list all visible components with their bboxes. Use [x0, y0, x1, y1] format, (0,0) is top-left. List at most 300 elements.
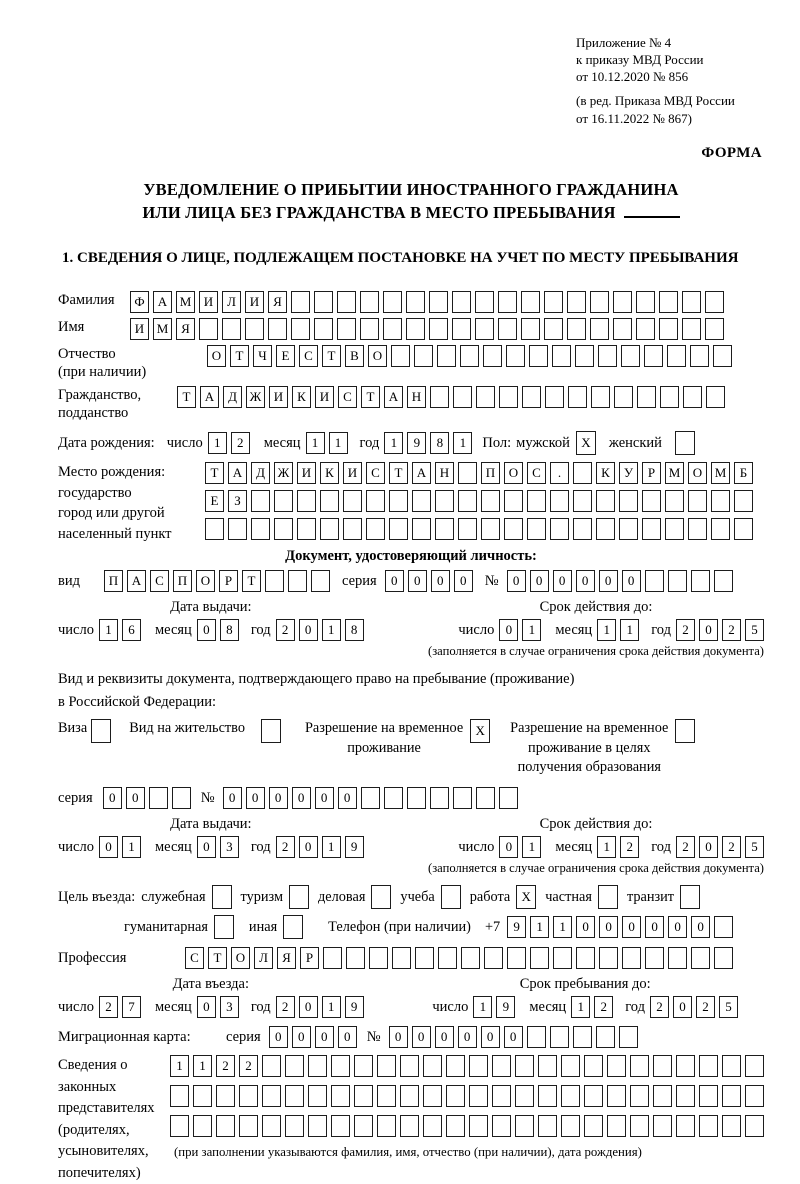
char-cell[interactable] [475, 318, 494, 340]
char-cell[interactable] [527, 518, 546, 540]
char-cell[interactable] [642, 518, 661, 540]
birthplace-row1-cells[interactable] [205, 462, 753, 484]
residence-issue-year-cells[interactable] [276, 836, 364, 858]
char-cell[interactable] [205, 518, 224, 540]
char-cell[interactable] [622, 947, 641, 969]
char-cell[interactable] [268, 318, 287, 340]
char-cell[interactable] [714, 916, 733, 938]
char-cell[interactable]: Ф [130, 291, 149, 313]
char-cell[interactable]: 1 [322, 836, 341, 858]
char-cell[interactable] [429, 291, 448, 313]
residence-issue-month-cells[interactable] [197, 836, 239, 858]
char-cell[interactable] [567, 318, 586, 340]
char-cell[interactable] [193, 1115, 212, 1137]
char-cell[interactable] [331, 1055, 350, 1077]
representatives-row3-cells[interactable] [170, 1115, 764, 1137]
char-cell[interactable]: М [176, 291, 195, 313]
char-cell[interactable] [722, 1055, 741, 1077]
birthdate-year-cells[interactable] [384, 432, 472, 454]
char-cell[interactable]: 6 [122, 619, 141, 641]
char-cell[interactable]: Р [642, 462, 661, 484]
char-cell[interactable] [613, 291, 632, 313]
char-cell[interactable] [193, 1085, 212, 1107]
char-cell[interactable] [438, 947, 457, 969]
char-cell[interactable] [653, 1055, 672, 1077]
char-cell[interactable]: 2 [231, 432, 250, 454]
char-cell[interactable] [377, 1055, 396, 1077]
char-cell[interactable] [584, 1085, 603, 1107]
char-cell[interactable] [668, 570, 687, 592]
char-cell[interactable] [630, 1085, 649, 1107]
char-cell[interactable]: В [345, 345, 364, 367]
char-cell[interactable]: 3 [220, 836, 239, 858]
char-cell[interactable] [545, 386, 564, 408]
char-cell[interactable] [561, 1085, 580, 1107]
char-cell[interactable] [308, 1115, 327, 1137]
char-cell[interactable]: 1 [99, 619, 118, 641]
char-cell[interactable] [274, 490, 293, 512]
char-cell[interactable] [354, 1085, 373, 1107]
char-cell[interactable]: 0 [622, 916, 641, 938]
char-cell[interactable] [453, 386, 472, 408]
char-cell[interactable] [354, 1055, 373, 1077]
char-cell[interactable]: 2 [722, 836, 741, 858]
char-cell[interactable] [458, 462, 477, 484]
char-cell[interactable]: И [245, 291, 264, 313]
char-cell[interactable]: 0 [435, 1026, 454, 1048]
char-cell[interactable]: П [173, 570, 192, 592]
char-cell[interactable]: 1 [208, 432, 227, 454]
char-cell[interactable]: 0 [691, 916, 710, 938]
char-cell[interactable] [561, 1055, 580, 1077]
char-cell[interactable] [481, 490, 500, 512]
char-cell[interactable]: Б [734, 462, 753, 484]
char-cell[interactable] [446, 1055, 465, 1077]
char-cell[interactable]: Т [205, 462, 224, 484]
char-cell[interactable]: 0 [431, 570, 450, 592]
char-cell[interactable] [262, 1085, 281, 1107]
char-cell[interactable]: 0 [389, 1026, 408, 1048]
char-cell[interactable] [308, 1085, 327, 1107]
char-cell[interactable] [591, 386, 610, 408]
purpose-official-checkbox[interactable] [212, 885, 232, 909]
char-cell[interactable] [598, 345, 617, 367]
char-cell[interactable] [437, 345, 456, 367]
purpose-study-checkbox[interactable] [441, 885, 461, 909]
char-cell[interactable] [346, 947, 365, 969]
char-cell[interactable]: 0 [385, 570, 404, 592]
char-cell[interactable] [430, 787, 449, 809]
sex-female-checkbox[interactable] [675, 431, 695, 455]
char-cell[interactable]: Я [268, 291, 287, 313]
char-cell[interactable] [576, 947, 595, 969]
representatives-row2-cells[interactable] [170, 1085, 764, 1107]
char-cell[interactable] [653, 1085, 672, 1107]
char-cell[interactable] [745, 1055, 764, 1077]
char-cell[interactable] [645, 947, 664, 969]
char-cell[interactable] [406, 291, 425, 313]
char-cell[interactable] [714, 570, 733, 592]
char-cell[interactable]: А [200, 386, 219, 408]
char-cell[interactable] [288, 570, 307, 592]
char-cell[interactable] [481, 518, 500, 540]
char-cell[interactable]: 1 [329, 432, 348, 454]
patronymic-cells[interactable] [207, 345, 732, 367]
char-cell[interactable] [668, 947, 687, 969]
char-cell[interactable] [499, 386, 518, 408]
stay-year-cells[interactable] [650, 996, 738, 1018]
char-cell[interactable]: 9 [496, 996, 515, 1018]
char-cell[interactable] [665, 490, 684, 512]
char-cell[interactable]: 2 [696, 996, 715, 1018]
char-cell[interactable] [170, 1115, 189, 1137]
char-cell[interactable] [492, 1115, 511, 1137]
char-cell[interactable] [653, 1115, 672, 1137]
char-cell[interactable] [239, 1115, 258, 1137]
char-cell[interactable]: 5 [745, 619, 764, 641]
char-cell[interactable]: 0 [126, 787, 145, 809]
char-cell[interactable]: 0 [454, 570, 473, 592]
char-cell[interactable]: 2 [676, 836, 695, 858]
char-cell[interactable]: 0 [103, 787, 122, 809]
char-cell[interactable] [711, 518, 730, 540]
char-cell[interactable]: 0 [99, 836, 118, 858]
char-cell[interactable] [699, 1085, 718, 1107]
char-cell[interactable] [596, 1026, 615, 1048]
char-cell[interactable] [469, 1115, 488, 1137]
char-cell[interactable]: Р [219, 570, 238, 592]
char-cell[interactable] [515, 1115, 534, 1137]
char-cell[interactable] [460, 345, 479, 367]
char-cell[interactable] [745, 1085, 764, 1107]
char-cell[interactable]: 0 [246, 787, 265, 809]
char-cell[interactable]: 0 [599, 916, 618, 938]
char-cell[interactable] [239, 1085, 258, 1107]
char-cell[interactable]: И [130, 318, 149, 340]
char-cell[interactable]: 2 [276, 619, 295, 641]
char-cell[interactable]: 0 [673, 996, 692, 1018]
char-cell[interactable]: И [199, 291, 218, 313]
birthplace-row3-cells[interactable] [205, 518, 753, 540]
char-cell[interactable] [366, 490, 385, 512]
char-cell[interactable] [688, 518, 707, 540]
char-cell[interactable]: О [368, 345, 387, 367]
char-cell[interactable]: 1 [122, 836, 141, 858]
char-cell[interactable]: 1 [597, 619, 616, 641]
birthdate-day-cells[interactable] [208, 432, 250, 454]
char-cell[interactable]: О [196, 570, 215, 592]
char-cell[interactable] [552, 345, 571, 367]
char-cell[interactable]: 0 [576, 570, 595, 592]
char-cell[interactable] [722, 1115, 741, 1137]
char-cell[interactable]: П [104, 570, 123, 592]
char-cell[interactable] [596, 490, 615, 512]
sex-male-checkbox[interactable]: X [576, 431, 596, 455]
char-cell[interactable] [285, 1115, 304, 1137]
char-cell[interactable]: 2 [276, 836, 295, 858]
char-cell[interactable] [435, 490, 454, 512]
edu-permit-checkbox[interactable] [675, 719, 695, 743]
char-cell[interactable] [573, 462, 592, 484]
char-cell[interactable]: П [481, 462, 500, 484]
char-cell[interactable] [550, 490, 569, 512]
char-cell[interactable] [507, 947, 526, 969]
char-cell[interactable] [527, 490, 546, 512]
char-cell[interactable] [458, 490, 477, 512]
char-cell[interactable] [699, 1055, 718, 1077]
char-cell[interactable]: 1 [553, 916, 572, 938]
char-cell[interactable] [713, 345, 732, 367]
char-cell[interactable] [400, 1055, 419, 1077]
entry-day-cells[interactable] [99, 996, 141, 1018]
char-cell[interactable]: 0 [338, 787, 357, 809]
residence-series-cells[interactable] [103, 787, 191, 809]
char-cell[interactable]: 1 [522, 619, 541, 641]
char-cell[interactable] [311, 570, 330, 592]
char-cell[interactable] [659, 318, 678, 340]
char-cell[interactable]: И [297, 462, 316, 484]
char-cell[interactable] [553, 947, 572, 969]
char-cell[interactable] [659, 291, 678, 313]
char-cell[interactable]: О [207, 345, 226, 367]
char-cell[interactable]: 9 [345, 996, 364, 1018]
char-cell[interactable] [308, 1055, 327, 1077]
char-cell[interactable]: 0 [299, 619, 318, 641]
char-cell[interactable] [550, 1026, 569, 1048]
char-cell[interactable]: Н [435, 462, 454, 484]
char-cell[interactable] [498, 318, 517, 340]
char-cell[interactable] [590, 291, 609, 313]
char-cell[interactable]: И [343, 462, 362, 484]
doc-series-cells[interactable] [385, 570, 473, 592]
char-cell[interactable] [705, 291, 724, 313]
char-cell[interactable]: 0 [292, 787, 311, 809]
char-cell[interactable] [354, 1115, 373, 1137]
char-cell[interactable] [170, 1085, 189, 1107]
migration-number-cells[interactable] [389, 1026, 638, 1048]
char-cell[interactable]: М [711, 462, 730, 484]
birthplace-row2-cells[interactable] [205, 490, 753, 512]
entry-month-cells[interactable] [197, 996, 239, 1018]
char-cell[interactable]: Т [361, 386, 380, 408]
purpose-tourism-checkbox[interactable] [289, 885, 309, 909]
char-cell[interactable]: А [412, 462, 431, 484]
char-cell[interactable]: 0 [499, 836, 518, 858]
char-cell[interactable] [567, 291, 586, 313]
char-cell[interactable] [644, 345, 663, 367]
char-cell[interactable]: А [153, 291, 172, 313]
char-cell[interactable] [366, 518, 385, 540]
char-cell[interactable] [216, 1115, 235, 1137]
identity-issue-day-cells[interactable] [99, 619, 141, 641]
char-cell[interactable]: О [231, 947, 250, 969]
char-cell[interactable] [453, 787, 472, 809]
char-cell[interactable] [412, 518, 431, 540]
char-cell[interactable] [637, 386, 656, 408]
char-cell[interactable] [414, 345, 433, 367]
char-cell[interactable]: 5 [745, 836, 764, 858]
char-cell[interactable] [285, 1085, 304, 1107]
char-cell[interactable]: 2 [99, 996, 118, 1018]
char-cell[interactable] [484, 947, 503, 969]
char-cell[interactable]: Л [254, 947, 273, 969]
char-cell[interactable] [228, 518, 247, 540]
char-cell[interactable] [314, 291, 333, 313]
char-cell[interactable] [521, 318, 540, 340]
surname-cells[interactable] [130, 291, 724, 313]
char-cell[interactable] [320, 518, 339, 540]
char-cell[interactable]: 0 [292, 1026, 311, 1048]
char-cell[interactable] [599, 947, 618, 969]
char-cell[interactable] [172, 787, 191, 809]
char-cell[interactable] [285, 1055, 304, 1077]
stay-day-cells[interactable] [473, 996, 515, 1018]
char-cell[interactable] [458, 518, 477, 540]
char-cell[interactable] [636, 291, 655, 313]
char-cell[interactable] [607, 1115, 626, 1137]
phone-cells[interactable] [507, 916, 733, 938]
char-cell[interactable]: А [228, 462, 247, 484]
char-cell[interactable]: 8 [430, 432, 449, 454]
char-cell[interactable] [423, 1115, 442, 1137]
char-cell[interactable]: 0 [553, 570, 572, 592]
char-cell[interactable]: 5 [719, 996, 738, 1018]
char-cell[interactable] [412, 490, 431, 512]
char-cell[interactable] [636, 318, 655, 340]
temp-permit-checkbox[interactable]: X [470, 719, 490, 743]
char-cell[interactable] [705, 318, 724, 340]
residence-permit-checkbox[interactable] [261, 719, 281, 743]
birthdate-month-cells[interactable] [306, 432, 348, 454]
char-cell[interactable] [596, 518, 615, 540]
char-cell[interactable] [222, 318, 241, 340]
representatives-row1-cells[interactable] [170, 1055, 764, 1077]
char-cell[interactable] [400, 1115, 419, 1137]
char-cell[interactable] [676, 1085, 695, 1107]
char-cell[interactable]: 1 [322, 996, 341, 1018]
char-cell[interactable] [722, 1085, 741, 1107]
char-cell[interactable]: К [292, 386, 311, 408]
char-cell[interactable] [619, 490, 638, 512]
char-cell[interactable] [561, 1115, 580, 1137]
char-cell[interactable] [690, 345, 709, 367]
char-cell[interactable] [676, 1115, 695, 1137]
char-cell[interactable] [331, 1115, 350, 1137]
char-cell[interactable] [389, 490, 408, 512]
char-cell[interactable] [683, 386, 702, 408]
char-cell[interactable] [734, 490, 753, 512]
char-cell[interactable] [630, 1115, 649, 1137]
char-cell[interactable]: А [127, 570, 146, 592]
char-cell[interactable]: 0 [315, 1026, 334, 1048]
char-cell[interactable] [360, 318, 379, 340]
char-cell[interactable]: 2 [650, 996, 669, 1018]
char-cell[interactable] [544, 318, 563, 340]
residence-issue-day-cells[interactable] [99, 836, 141, 858]
char-cell[interactable] [529, 345, 548, 367]
char-cell[interactable]: 1 [384, 432, 403, 454]
char-cell[interactable] [621, 345, 640, 367]
char-cell[interactable] [613, 318, 632, 340]
char-cell[interactable] [291, 291, 310, 313]
char-cell[interactable] [660, 386, 679, 408]
char-cell[interactable] [429, 318, 448, 340]
char-cell[interactable] [688, 490, 707, 512]
char-cell[interactable] [504, 518, 523, 540]
char-cell[interactable]: 1 [453, 432, 472, 454]
char-cell[interactable]: Ч [253, 345, 272, 367]
char-cell[interactable]: 0 [223, 787, 242, 809]
char-cell[interactable]: 0 [269, 1026, 288, 1048]
char-cell[interactable] [667, 345, 686, 367]
char-cell[interactable] [498, 291, 517, 313]
char-cell[interactable] [476, 386, 495, 408]
char-cell[interactable] [619, 1026, 638, 1048]
char-cell[interactable]: У [619, 462, 638, 484]
char-cell[interactable] [619, 518, 638, 540]
char-cell[interactable] [504, 490, 523, 512]
char-cell[interactable] [568, 386, 587, 408]
char-cell[interactable] [331, 1085, 350, 1107]
char-cell[interactable] [515, 1085, 534, 1107]
char-cell[interactable]: 2 [722, 619, 741, 641]
char-cell[interactable] [360, 291, 379, 313]
char-cell[interactable] [492, 1055, 511, 1077]
char-cell[interactable]: 1 [530, 916, 549, 938]
char-cell[interactable] [361, 787, 380, 809]
char-cell[interactable] [407, 787, 426, 809]
char-cell[interactable]: 0 [299, 836, 318, 858]
char-cell[interactable]: 0 [315, 787, 334, 809]
char-cell[interactable] [400, 1085, 419, 1107]
char-cell[interactable]: Т [177, 386, 196, 408]
char-cell[interactable] [469, 1085, 488, 1107]
char-cell[interactable] [216, 1085, 235, 1107]
char-cell[interactable] [423, 1085, 442, 1107]
char-cell[interactable]: Е [205, 490, 224, 512]
char-cell[interactable]: Е [276, 345, 295, 367]
char-cell[interactable] [691, 570, 710, 592]
char-cell[interactable]: 0 [197, 996, 216, 1018]
char-cell[interactable] [377, 1085, 396, 1107]
char-cell[interactable]: 1 [193, 1055, 212, 1077]
char-cell[interactable] [584, 1055, 603, 1077]
char-cell[interactable]: 0 [668, 916, 687, 938]
char-cell[interactable]: Н [407, 386, 426, 408]
char-cell[interactable] [538, 1085, 557, 1107]
char-cell[interactable]: О [504, 462, 523, 484]
char-cell[interactable] [538, 1115, 557, 1137]
char-cell[interactable] [343, 518, 362, 540]
char-cell[interactable]: С [338, 386, 357, 408]
char-cell[interactable] [262, 1055, 281, 1077]
char-cell[interactable]: 2 [239, 1055, 258, 1077]
char-cell[interactable]: 0 [299, 996, 318, 1018]
char-cell[interactable]: 0 [338, 1026, 357, 1048]
char-cell[interactable]: Л [222, 291, 241, 313]
char-cell[interactable] [314, 318, 333, 340]
char-cell[interactable]: 2 [620, 836, 639, 858]
char-cell[interactable] [522, 386, 541, 408]
char-cell[interactable]: 0 [507, 570, 526, 592]
char-cell[interactable] [665, 518, 684, 540]
purpose-business-checkbox[interactable] [371, 885, 391, 909]
char-cell[interactable]: 9 [345, 836, 364, 858]
char-cell[interactable]: 1 [620, 619, 639, 641]
char-cell[interactable]: 0 [458, 1026, 477, 1048]
purpose-other-checkbox[interactable] [283, 915, 303, 939]
char-cell[interactable]: 0 [269, 787, 288, 809]
